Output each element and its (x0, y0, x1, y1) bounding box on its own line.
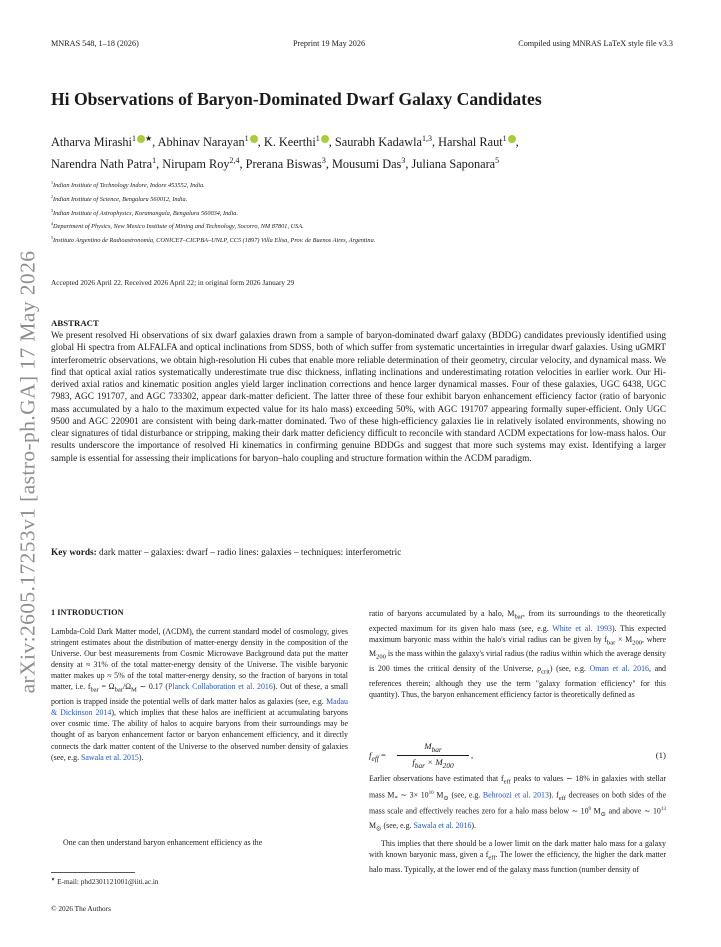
author: Atharva Mirashi$^1$ ★ (51, 134, 153, 150)
equation-lhs: $f_{eff}$ = (369, 750, 386, 763)
equation-number: (1) (655, 750, 666, 760)
corresponding-star-icon: ★ (144, 134, 153, 143)
intro-paragraph: Lambda-Cold Dark Matter model, (ΛCDM), the current standard model of cosmology, gives stringent estimates about the distribution of matter-energy density in the composition of the Universe. Our best measurements from Cosmic Microwave Background data put the matter density at ≈ 31% of the total matter-energy density of the Universe. The visible baryonic matter makes up ≈ 5% of the total matter-energy density, so the fraction of baryons in total matter, i.e. $f_{bar} = \Omega_{bar}/\Omega_M$ ∼ 0.17 (Planck Collaboration et al. 2016). Out of these, a small portion is trapped inside the potential wells of dark matter halos as galaxies (see, e.g. Madau & Dickinson 2014), which implies that these halos are inefficient at accumulating baryons over cosmic time. The ability of halos to acquire baryons from their surroundings may be thought of as baryon enhancement factor or baryon enhancement efficiency, and it directly connects the dark matter content of the Universe to the observed number density of galaxies (see, e.g. Sawala et al. 2015). (51, 627, 349, 762)
author: Mousumi Das$^3$ (331, 155, 406, 171)
author: K. Keerthi$^1$ (264, 135, 329, 149)
citation-link[interactable]: Sawala et al. 2015 (81, 752, 139, 762)
running-header (51, 39, 673, 51)
section-heading: 1 INTRODUCTION (51, 608, 124, 617)
citation-link[interactable]: White et al. 1993 (552, 623, 612, 633)
author: Narendra Nath Patra$^1$ (51, 155, 157, 171)
affiliation: $^4$Department of Physics, New Mexico Institute of Mining and Technology, Socorro, NM 87801, USA. (51, 221, 304, 231)
intro-paragraph: This implies that there should be a lower limit on the dark matter halo mass for a galaxy with known baryonic mass, given a $f_{eff}$. The lower the efficiency, the higher the dark matter halo mass. Typically, at the lower end of the galaxy mass function (number density of (369, 839, 666, 874)
equation-fraction (397, 741, 469, 770)
arxiv-identifier: arXiv:2605.17253v1 [astro-ph.GA] 17 May 2026 (15, 250, 40, 694)
orcid-icon[interactable] (508, 135, 516, 143)
arxiv-stamp (10, 228, 46, 716)
footnote (51, 877, 159, 886)
author: Prerana Biswas$^3$ (245, 155, 326, 171)
author: Harshal Raut$^1$ (438, 135, 516, 149)
equation-numerator: $M_{bar}$ (397, 741, 469, 756)
acceptance-dates: Accepted 2026 April 22. Received 2026 April 22; in original form 2026 January 29 (51, 278, 295, 287)
keywords-label: Key words: (51, 548, 97, 558)
orcid-icon[interactable] (250, 135, 258, 143)
author: Abhinav Narayan$^1$ (158, 135, 258, 149)
orcid-icon[interactable] (321, 135, 329, 143)
paper-title: Hi Observations of Baryon-Dominated Dwarf Galaxy Candidates (51, 89, 542, 109)
affiliation: $^5$Instituto Argentino de Radioastronomía, CONICET–CICPBA–UNLP, CC5 (1897) Villa Elisa, Prov. de Buenos Aires, Argentina. (51, 235, 376, 245)
copyright-notice: © 2026 The Authors (51, 904, 111, 913)
footnote-divider (51, 872, 135, 873)
compiled-note: Compiled using MNRAS LaTeX style file v3.3 (518, 39, 673, 48)
author: Nirupam Roy$^{2,4}$ (162, 155, 240, 171)
citation-link[interactable]: Planck Collaboration et al. 2016 (168, 682, 273, 692)
citation-link[interactable]: Sawala et al. 2016 (413, 821, 472, 831)
footnote-email[interactable]: E-mail: phd2301121001@iiti.ac.in (57, 877, 159, 886)
journal-reference: MNRAS 548, 1–18 (2026) (51, 39, 139, 48)
citation-link[interactable]: Madau & Dickinson 2014 (51, 697, 348, 718)
affiliation: $^2$Indian Institute of Science, Bengaluru 560012, India. (51, 193, 188, 203)
intro-paragraph: ratio of baryons accumulated by a halo, $M_{bar}$, from its surroundings to the theoretically expected maximum for its given halo mass (see, e.g. White et al. 1993). This expected maximum baryonic mass within the halo's virial radius can be given by $f_{bar} \times M_{200}$, where $M_{200}$ is the mass within the galaxy's virial radius (the radius within which the average density is 200 times the critical density of the Universe, $\rho_{crit}$) (see, e.g. Oman et al. 2016, and references therein; although they use the term "galaxy formation efficiency" for this quantity). Thus, the baryon enhancement efficiency factor is theoretically defined as (369, 609, 666, 699)
orcid-icon[interactable] (137, 135, 145, 143)
keywords-text: dark matter – galaxies: dwarf – radio lines: galaxies – techniques: interferometric (99, 548, 402, 558)
abstract-text: We present resolved Hi observations of six dwarf galaxies drawn from a sample of baryon-dominated dwarf galaxy (BDDG) candidates previously identified using global Hi spectra from ALFALFA and optical inclinations from SDSS, both of which suffer from systematic uncertainties in irregular dwarf galaxies. Using uGMRT interferometric observations, we obtain high-resolution Hi cubes that enable more reliable determination of their geometry, circular velocity, and dynamical mass. We find that optical axial ratios systematically underestimate true disc thickness, inflating inclinations and underestimating rotation velocities in earlier work. Our Hi-derived axial ratios and kinematic position angles yield larger inclination corrections and hence larger dynamical masses. Four of these galaxies, UGC 6438, UGC 7983, AGC 191707, and AGC 733302, appear dark-matter deficient. The latter three of these four exhibit baryon enhancement efficiency factor (ratio of baryonic mass accumulated by a halo to the maximum expected value for its halo mass) exceeding 50%, with AGC 191707 appearing formally super-efficient. Only UGC 9500 and AGC 220901 are consistent with being dark-matter dominated. Two of these high-efficiency galaxies lie in relatively isolated environments, showing no clear signatures of tidal disturbance or stripping, making their dark matter deficiency difficult to reconcile with standard ΛCDM expectations for low-mass halos. Our results underscore the importance of resolved Hi kinematics in confirming genuine BDDGs and suggest that more such systems may exist. Identifying a larger sample is essential for assessing their implications for baryon–halo coupling and structure formation within the ΛCDM paradigm. (51, 331, 666, 464)
author: Saurabh Kadawla$^{1,3}$ (334, 134, 432, 150)
intro-paragraph: One can then understand baryon enhancement efficiency as the (63, 838, 263, 847)
intro-paragraph: Earlier observations have estimated that $f_{eff}$ peaks to values ∼ 18% in galaxies with stellar mass $M_*$ ∼ $3\times 10^{10}$ $M_⊙$ (see, e.g. Behroozi et al. 2013). $f_{eff}$ decreases on both sides of the mass scale and effectively reaches zero for a halo mass below ∼ $10^9$ $M_⊙$ and above ∼ $10^{13}$ $M_⊙$ (see, e.g. Sawala et al. 2016). (369, 774, 666, 833)
keywords (51, 548, 666, 558)
equation-1: $f_{eff}$ = $M_{bar}$ $f_{bar} \times M_{200}$ , (1) (369, 741, 666, 770)
citation-link[interactable]: Oman et al. 2016 (589, 664, 649, 674)
abstract-heading: ABSTRACT (51, 318, 99, 328)
affiliation-list (51, 178, 681, 247)
citation-link[interactable]: Behroozi et al. 2013 (482, 790, 549, 800)
author-list: Atharva Mirashi$^1$ ★, Abhinav Narayan$^1$ , K. Keerthi$^1$ , Saurabh Kadawla$^{1,3}$, Harshal Raut$^1$ , Narendra Nath Patra$^1$, Nirupam Roy$^{2,4}$, Prerana Biswas$^3$, Mousumi Das$^3$, Juliana Saponara$^5$ (51, 134, 519, 171)
preprint-date: Preprint 19 May 2026 (293, 39, 366, 48)
author: Juliana Saponara$^5$ (411, 155, 500, 171)
equation-denominator: $f_{bar} \times M_{200}$ (412, 756, 454, 770)
affiliation: $^1$Indian Institute of Technology Indore, Indore 453552, India. (51, 180, 205, 190)
affiliation: $^3$Indian Institute of Astrophysics, Koramangala, Bengaluru 560034, India. (51, 207, 238, 217)
footnote-star-icon: ★ (51, 877, 56, 883)
